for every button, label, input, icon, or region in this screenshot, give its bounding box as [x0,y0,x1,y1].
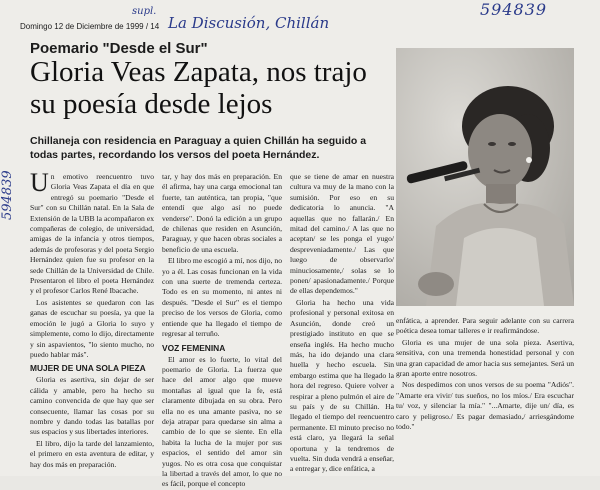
paragraph: Gloria es una mujer de una sola pieza. Asertiva, sensitiva, con una tremenda honestidad personal y con una gran capacidad de amor hacia sus semejantes. Será un gran aporte entre nosotros. [396,337,574,379]
paragraph: Gloria ha hecho una vida profesional y personal exitosa en Asunción, donde creó un prestigiado instituto en que se enseña inglés. Ha hecho mucho más, ha ido dejando una clara huella y hecho escuela. Sin embargo estima que ha llegado la hora del regreso. Quiere volver a respirar a pleno pulmón el aire de su país y de su Chillán. Ha llegado el tiempo del reencuentro permanente. El minuto preciso no está claro, ya llegará la señal oportuna y la tendremos de vuelta. Sin duda vendrá a enseñar, a entregar y, dice enfática, a [290,297,394,474]
subheading: MUJER DE UNA SOLA PIEZA [30,363,146,374]
article-column-2 [162,172,282,489]
subheading: VOZ FEMENINA [162,342,226,353]
paragraph: Gloria es asertiva, sin dejar de ser cálida y amable, pero ha hecho su camino convencida de que hay que ser consecuente, llamar las cosas por su nombre y dando todas las batallas por sus espacios y sus libertades interiores. [30,375,154,437]
article-column-1 [30,168,154,469]
article-headline: Gloria Veas Zapata, nos trajo su poesía desde lejos [30,56,367,120]
article-dek: Chillaneja con residencia en Paraguay a quien Chillán ha seguido a todas partes, recordando los versos del poeta Hernández. [30,135,367,161]
article-kicker: Poemario "Desde el Sur" [30,40,208,57]
vertical-clipping-number: 594839 [0,170,15,220]
source-annotation: La Discusión, Chillán [168,14,330,32]
paragraph: enfática, a aprender. Para seguir adelante con su carrera poética desea tomar talleres e ir reafirmándose. [396,316,574,336]
paragraph: que se tiene de amar en nuestra cultura va muy de la mano con la sumisión. Por eso en su dedicatoria lo anuncia. "A aquellas que no fallarán./ En mitad del camino./ A las que no aceptan/ se les ponga el yugo/ despreveniadamente./ Las que luego de observarlo/ minuciosamente,/ solas se lo ponen/ apasionadamente./ Porque de ellas dependemos." [290,172,394,296]
article-column-4 [396,316,574,468]
article-column-3 [290,172,394,474]
paragraph: Los asistentes se quedaron con las ganas de escuchar su poesía, ya que la emoción le jugó a Gloria lo suyo y simplemente, como lo dijo, directamente y sin aspavientos, "lo siento mucho, no puedo hablar más". [30,297,154,359]
portrait-photo [396,48,574,306]
paragraph: El amor es lo fuerte, lo vital del poemario de Gloria. La fuerza que hace del amor algo que mueve montañas al igual que la fe, está claramente dibujada en su obra. Pero ella no es una amante pasiva, no se deja atrapar para quedarse sin alma a cambio de lo que se siente. En ella habita la lucha de la mujer por sus espacios, el sentido del amor sin yugos. No es otra cosa que conquistar la libertad a través del amor, lo que no es fácil, porque el concepto [162,354,282,489]
portrait-photo-image [396,48,574,306]
drop-cap: U [30,168,49,197]
clipping-number: 594839 [480,0,548,19]
supplement-annotation: supl. [132,6,157,17]
paragraph: El libro, dijo la tarde del lanzamiento, el primero en esta aventura de editar, y hay dos más en preparación. [30,438,154,469]
paragraph: Nos despedimos con unos versos de su poema "Adiós". "Amarte era vivir/ tus sueños, no los míos./ Era escuchar tu/ voz, y silenciar la mía." "...Amarte, dije un/ día, es caro y peligroso./ Es pagar demasiado,/ arriesgándome todo." [396,380,574,432]
paragraph: n emotivo reencuentro tuvo Gloria Veas Zapata el día en que entregó su poemario "Desde el Sur" con su Chillán natal. En la Sala de Extensión de la UBB la acompañaron ex compañeras de colegio, de universidad, amigas de la infancia y otros tiempos, además de profesoras y del poeta Sergio Hernández quien fue su profesor en la sede Chillán de la Universidad de Chile. Presentaron el libro el poeta Hernández y el profesor Carlos René Ibacache. [30,172,154,296]
paragraph: tar, y hay dos más en preparación. En él afirma, hay una carga emocional tan fuerte, tan auténtica, tan propia, "que entendí que algo así no puede venderse". Donó la edición a un grupo de chilenas que residen en Asunción, Paraguay, y que hacen obras sociales a beneficio de una escuela. [162,172,282,254]
date-line: Domingo 12 de Diciembre de 1999 / 14 [20,22,160,31]
paragraph: El libro me escogió a mí, nos dijo, no yo a él. Las cosas funcionan en la vida con una suerte de tremenda certeza. Todo es en su momento, ni antes ni después. "Desde el Sur" es el tiempo preciso de los versos de Gloria, como entiende que ha llegado el tiempo de regresar al terruño. [162,256,282,339]
